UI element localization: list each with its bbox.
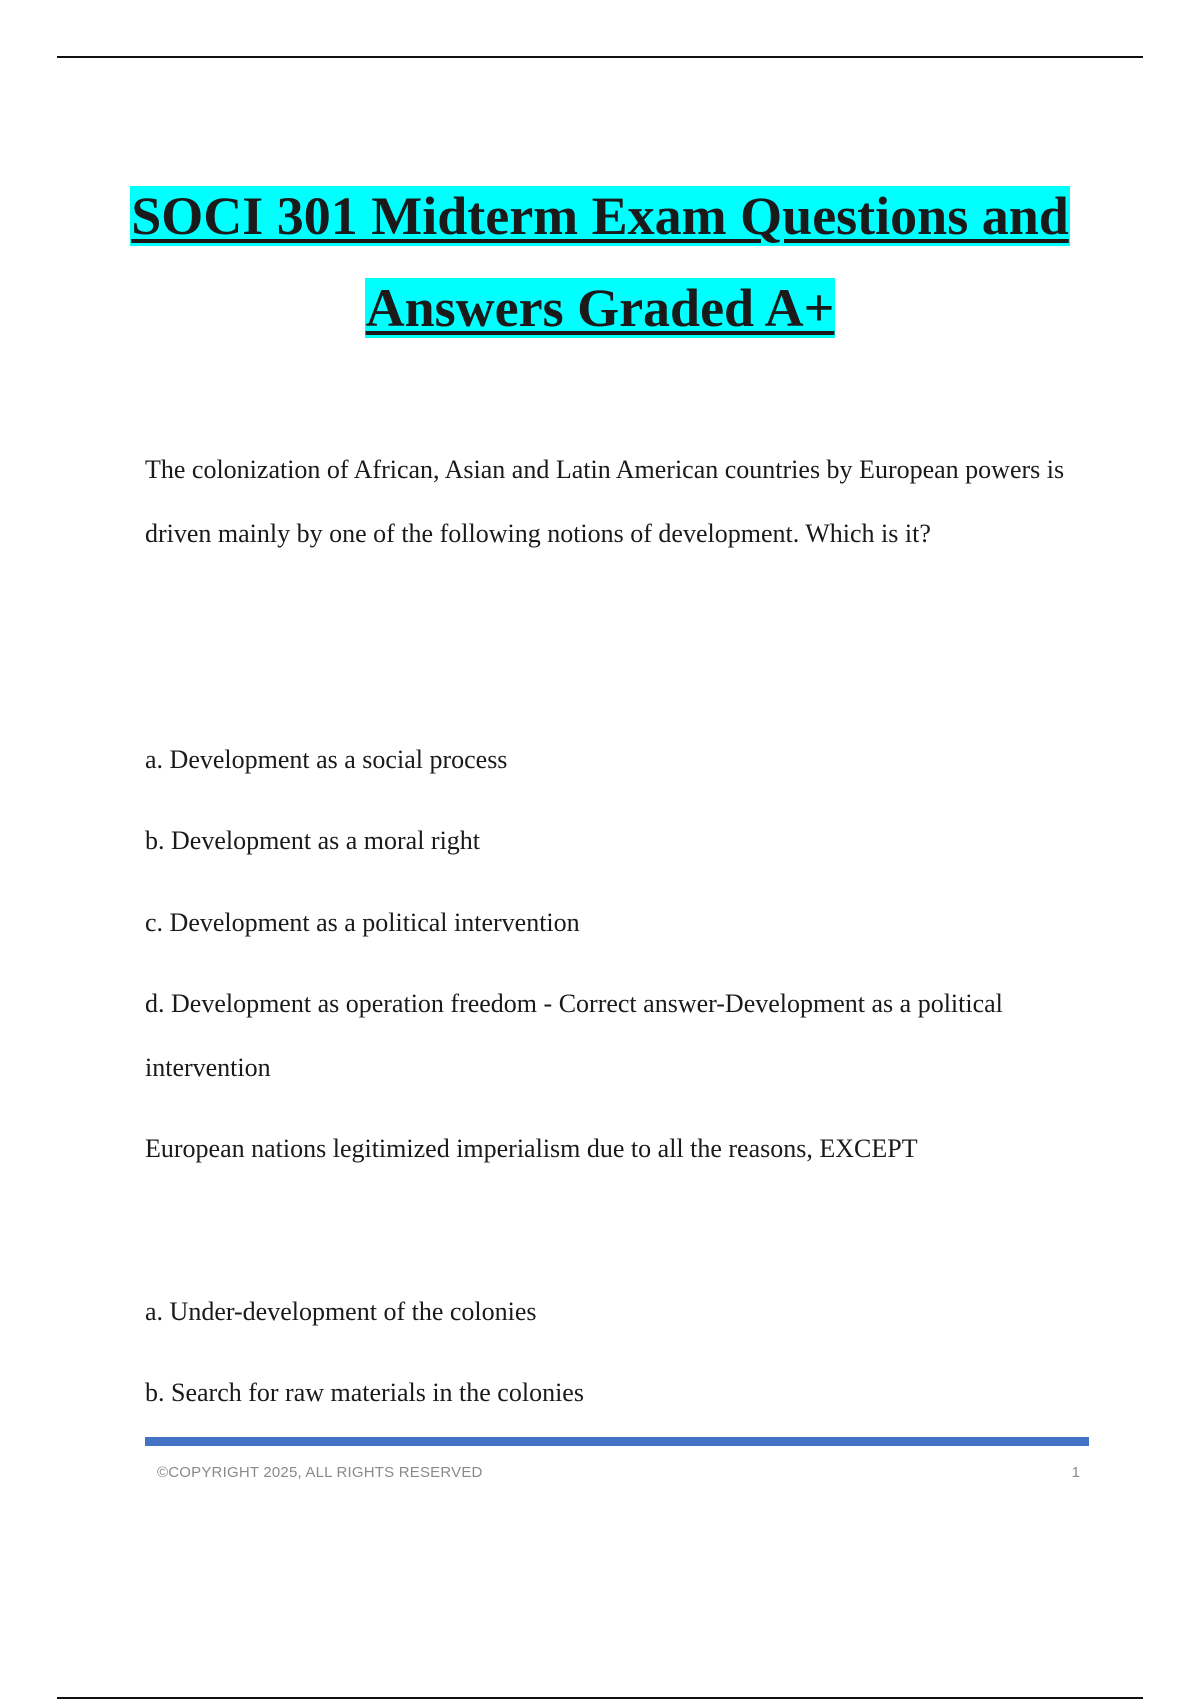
question-1-prompt: The colonization of African, Asian and Latin American countries by European powers is driven mainly by one of the following notions of development. Which is it? [145, 455, 1065, 548]
question-1-option-b: b. Development as a moral right [145, 826, 481, 855]
question-1-option-a: a. Development as a social process [145, 745, 508, 774]
question-1-option-c: c. Development as a political intervention [145, 908, 580, 937]
footer-rule [57, 1697, 1143, 1699]
document-title [0, 170, 1200, 354]
footer-bar [145, 1437, 1089, 1446]
question-1-option-d: d. Development as operation freedom - Correct answer-Development as a political intervention [145, 989, 1003, 1082]
header-rule [57, 56, 1143, 58]
question-2-option-a: a. Under-development of the colonies [145, 1297, 537, 1326]
title-line-2-text: Answers Graded A+ [365, 278, 835, 338]
title-line-1-text: SOCI 301 Midterm Exam Questions and [131, 186, 1069, 246]
footer-page-number: 1 [1071, 1464, 1080, 1481]
question-2-option-b: b. Search for raw materials in the colonies [145, 1378, 584, 1407]
footer-copyright: ©COPYRIGHT 2025, ALL RIGHTS RESERVED [157, 1464, 483, 1481]
question-2-prompt: European nations legitimized imperialism due to all the reasons, EXCEPT [145, 1134, 918, 1163]
title-line-2 [0, 262, 1200, 354]
title-line-1 [0, 170, 1200, 262]
